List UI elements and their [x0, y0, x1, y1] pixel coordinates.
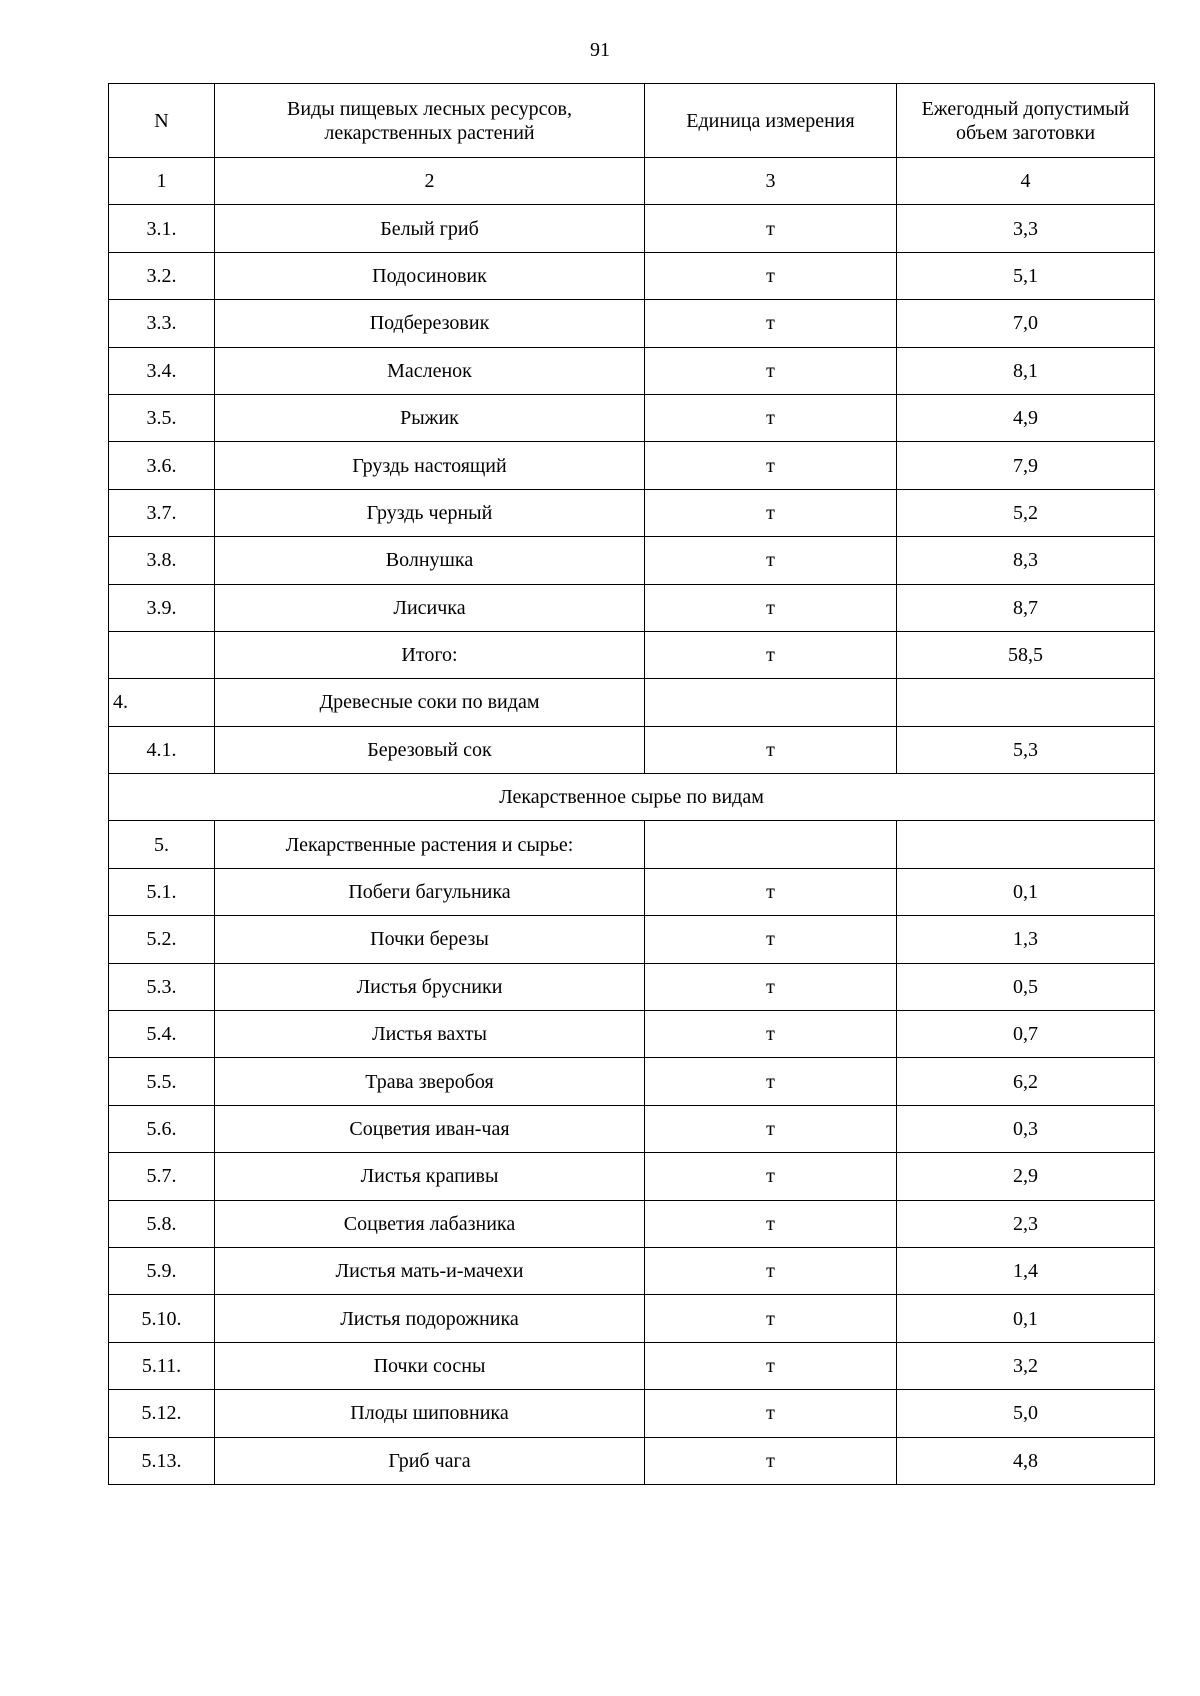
row-volume: 8,3 [897, 537, 1155, 584]
total-label: Итого: [215, 631, 645, 678]
row-volume: 5,0 [897, 1390, 1155, 1437]
row-resource-name: Листья вахты [215, 1011, 645, 1058]
header-unit: Единица измерения [645, 84, 897, 158]
row-unit: т [645, 1200, 897, 1247]
column-number-3: 3 [645, 158, 897, 205]
row-number: 5.5. [109, 1058, 215, 1105]
row-volume: 1,3 [897, 916, 1155, 963]
table-row [109, 726, 1155, 773]
row-number: 5.7. [109, 1153, 215, 1200]
row-number: 3.1. [109, 205, 215, 252]
row-number: 3.5. [109, 394, 215, 441]
table-row [109, 1390, 1155, 1437]
total-row [109, 631, 1155, 678]
row-unit: т [645, 916, 897, 963]
row-number: 5.6. [109, 1105, 215, 1152]
medicinal-section-unit-cell [645, 821, 897, 868]
sap-section-row [109, 679, 1155, 726]
table-row [109, 1437, 1155, 1484]
row-resource-name: Листья крапивы [215, 1153, 645, 1200]
row-resource-name: Соцветия иван-чая [215, 1105, 645, 1152]
row-unit: т [645, 963, 897, 1010]
table-row [109, 1342, 1155, 1389]
table-row [109, 347, 1155, 394]
table-body [109, 158, 1155, 1485]
row-resource-name: Груздь настоящий [215, 442, 645, 489]
page-number: 91 [590, 39, 610, 61]
row-unit: т [645, 726, 897, 773]
table-row [109, 1011, 1155, 1058]
row-unit: т [645, 1247, 897, 1294]
row-resource-name: Груздь черный [215, 489, 645, 536]
table-row [109, 537, 1155, 584]
row-resource-name: Плоды шиповника [215, 1390, 645, 1437]
medicinal-heading: Лекарственное сырье по видам [109, 774, 1155, 821]
row-number: 3.2. [109, 252, 215, 299]
row-number: 5.2. [109, 916, 215, 963]
row-unit: т [645, 394, 897, 441]
row-number: 3.6. [109, 442, 215, 489]
row-unit: т [645, 1342, 897, 1389]
total-number-cell [109, 631, 215, 678]
row-number: 5.4. [109, 1011, 215, 1058]
row-volume: 4,9 [897, 394, 1155, 441]
resources-table [108, 83, 1155, 1485]
row-resource-name: Лисичка [215, 584, 645, 631]
medicinal-section-row [109, 821, 1155, 868]
row-volume: 0,7 [897, 1011, 1155, 1058]
header-annual-volume [897, 84, 1155, 158]
row-volume: 4,8 [897, 1437, 1155, 1484]
table-row [109, 1247, 1155, 1294]
row-unit: т [645, 252, 897, 299]
sap-section-title: Древесные соки по видам [215, 679, 645, 726]
row-resource-name: Подберезовик [215, 300, 645, 347]
row-volume: 2,9 [897, 1153, 1155, 1200]
row-resource-name: Березовый сок [215, 726, 645, 773]
table-row [109, 489, 1155, 536]
row-unit: т [645, 205, 897, 252]
column-number-row [109, 158, 1155, 205]
table-row [109, 442, 1155, 489]
row-unit: т [645, 1105, 897, 1152]
medicinal-heading-row [109, 774, 1155, 821]
row-unit: т [645, 347, 897, 394]
row-volume: 7,9 [897, 442, 1155, 489]
table-row [109, 1153, 1155, 1200]
sap-section-unit-cell [645, 679, 897, 726]
row-volume: 8,7 [897, 584, 1155, 631]
column-number-1: 1 [109, 158, 215, 205]
header-annual-volume-line2: объем заготовки [955, 121, 1096, 144]
row-volume: 0,5 [897, 963, 1155, 1010]
medicinal-section-title: Лекарственные растения и сырье: [215, 821, 645, 868]
table-row [109, 1105, 1155, 1152]
table-row [109, 584, 1155, 631]
row-volume: 0,3 [897, 1105, 1155, 1152]
column-number-2: 2 [215, 158, 645, 205]
table-row [109, 300, 1155, 347]
row-resource-name: Подосиновик [215, 252, 645, 299]
row-resource-name: Соцветия лабазника [215, 1200, 645, 1247]
sap-section-number: 4. [109, 679, 215, 726]
row-volume: 0,1 [897, 1295, 1155, 1342]
row-unit: т [645, 489, 897, 536]
row-unit: т [645, 537, 897, 584]
row-number: 3.9. [109, 584, 215, 631]
table-row [109, 963, 1155, 1010]
column-number-4: 4 [897, 158, 1155, 205]
row-unit: т [645, 1153, 897, 1200]
row-volume: 5,2 [897, 489, 1155, 536]
row-unit: т [645, 1390, 897, 1437]
row-resource-name: Листья мать-и-мачехи [215, 1247, 645, 1294]
table-row [109, 916, 1155, 963]
medicinal-section-volume-cell [897, 821, 1155, 868]
row-volume: 1,4 [897, 1247, 1155, 1294]
total-unit: т [645, 631, 897, 678]
row-volume: 3,3 [897, 205, 1155, 252]
table-row [109, 1295, 1155, 1342]
row-volume: 6,2 [897, 1058, 1155, 1105]
row-unit: т [645, 1437, 897, 1484]
row-resource-name: Волнушка [215, 537, 645, 584]
row-resource-name: Рыжик [215, 394, 645, 441]
row-unit: т [645, 584, 897, 631]
table-row [109, 1200, 1155, 1247]
table-row [109, 394, 1155, 441]
row-resource-name: Листья брусники [215, 963, 645, 1010]
row-number: 5.11. [109, 1342, 215, 1389]
row-unit: т [645, 1058, 897, 1105]
row-number: 4.1. [109, 726, 215, 773]
row-number: 5.13. [109, 1437, 215, 1484]
header-resource-type [215, 84, 645, 158]
row-volume: 2,3 [897, 1200, 1155, 1247]
header-resource-type-line1: Виды пищевых лесных ресурсов, [287, 97, 572, 120]
row-volume: 0,1 [897, 868, 1155, 915]
row-volume: 7,0 [897, 300, 1155, 347]
table-row [109, 868, 1155, 915]
medicinal-section-number: 5. [109, 821, 215, 868]
row-volume: 3,2 [897, 1342, 1155, 1389]
table-row [109, 252, 1155, 299]
table-header-row [109, 84, 1155, 158]
row-number: 3.3. [109, 300, 215, 347]
row-resource-name: Белый гриб [215, 205, 645, 252]
row-volume: 8,1 [897, 347, 1155, 394]
row-resource-name: Масленок [215, 347, 645, 394]
row-unit: т [645, 1011, 897, 1058]
row-number: 5.3. [109, 963, 215, 1010]
row-number: 3.8. [109, 537, 215, 584]
row-resource-name: Почки сосны [215, 1342, 645, 1389]
header-resource-type-line2: лекарственных растений [324, 121, 535, 144]
row-number: 5.12. [109, 1390, 215, 1437]
row-unit: т [645, 442, 897, 489]
row-volume: 5,1 [897, 252, 1155, 299]
row-number: 3.4. [109, 347, 215, 394]
row-unit: т [645, 1295, 897, 1342]
row-number: 3.7. [109, 489, 215, 536]
row-resource-name: Гриб чага [215, 1437, 645, 1484]
row-unit: т [645, 868, 897, 915]
row-resource-name: Листья подорожника [215, 1295, 645, 1342]
header-annual-volume-line1: Ежегодный допустимый [921, 97, 1130, 120]
table-row [109, 1058, 1155, 1105]
header-number: N [109, 84, 215, 158]
row-number: 5.10. [109, 1295, 215, 1342]
row-unit: т [645, 300, 897, 347]
table-row [109, 205, 1155, 252]
row-volume: 5,3 [897, 726, 1155, 773]
row-resource-name: Побеги багульника [215, 868, 645, 915]
row-number: 5.8. [109, 1200, 215, 1247]
sap-section-volume-cell [897, 679, 1155, 726]
total-volume: 58,5 [897, 631, 1155, 678]
row-resource-name: Трава зверобоя [215, 1058, 645, 1105]
row-number: 5.1. [109, 868, 215, 915]
row-number: 5.9. [109, 1247, 215, 1294]
row-resource-name: Почки березы [215, 916, 645, 963]
